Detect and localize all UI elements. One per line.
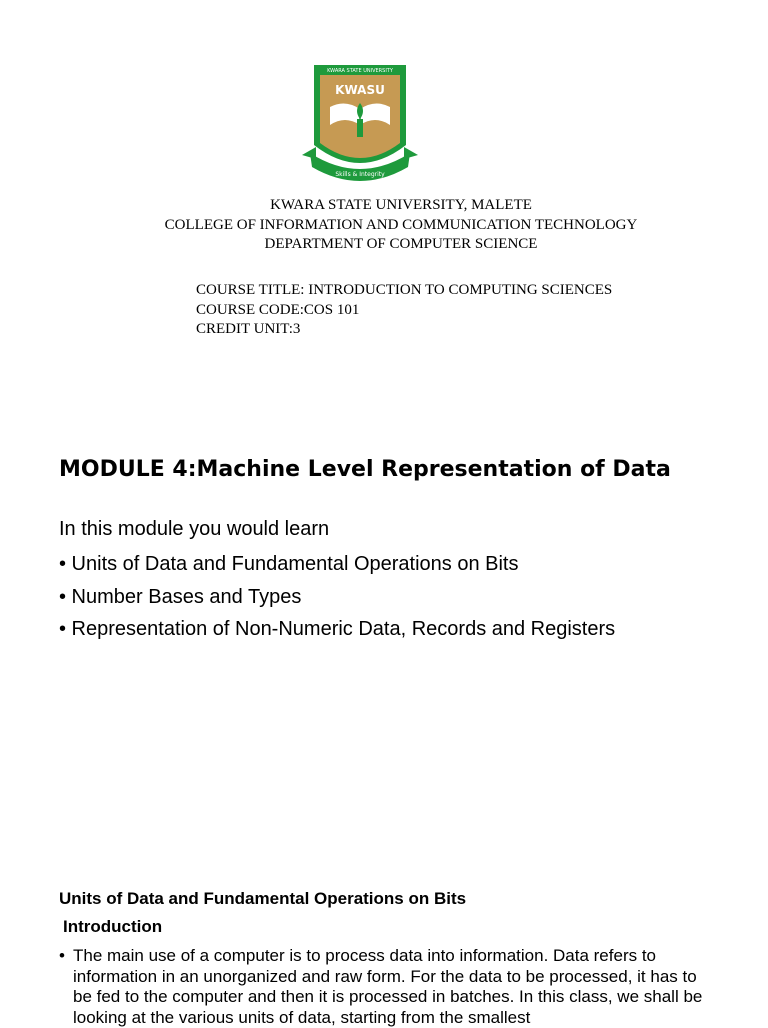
- list-item: • Representation of Non-Numeric Data, Records and Registers: [59, 618, 616, 640]
- credit-unit: CREDIT UNIT:3: [196, 321, 301, 337]
- course-title: COURSE TITLE: INTRODUCTION TO COMPUTING SCIENCES: [196, 282, 613, 298]
- module-title: MODULE 4:Machine Level Representation of Data: [59, 457, 671, 482]
- paragraph-text: The main use of a computer is to process data into information. Data refers to information in an unorganized and raw form. For the data to be processed, it has to be fed to the computer and then it is processed in batches. In this class, we shall be looking at the various units of data, starting from the smallest: [73, 946, 703, 1027]
- university-name: KWARA STATE UNIVERSITY, MALETE: [270, 197, 532, 213]
- bullet-glyph: •: [59, 946, 65, 965]
- list-item: • Number Bases and Types: [59, 585, 302, 608]
- kwasu-logo: [300, 63, 420, 187]
- department-name: DEPARTMENT OF COMPUTER SCIENCE: [264, 236, 538, 252]
- subsection-title: Introduction: [63, 917, 163, 936]
- logo-name: KWASU: [335, 83, 385, 97]
- logo-arch-text: KWARA STATE UNIVERSITY: [327, 68, 393, 74]
- institution-header: [0, 196, 768, 255]
- course-code: COURSE CODE:COS 101: [196, 301, 360, 318]
- course-info: [196, 281, 612, 340]
- module-topics-list: [59, 551, 615, 649]
- section-title: Units of Data and Fundamental Operations on Bits: [59, 889, 467, 908]
- logo-motto: Skills & Integrity: [335, 171, 385, 178]
- list-item: • Units of Data and Fundamental Operations on Bits: [59, 553, 519, 575]
- intro-paragraph: [59, 946, 719, 1028]
- college-name: COLLEGE OF INFORMATION AND COMMUNICATION TECHNOLOGY: [164, 216, 638, 233]
- module-intro: In this module you would learn: [59, 518, 330, 540]
